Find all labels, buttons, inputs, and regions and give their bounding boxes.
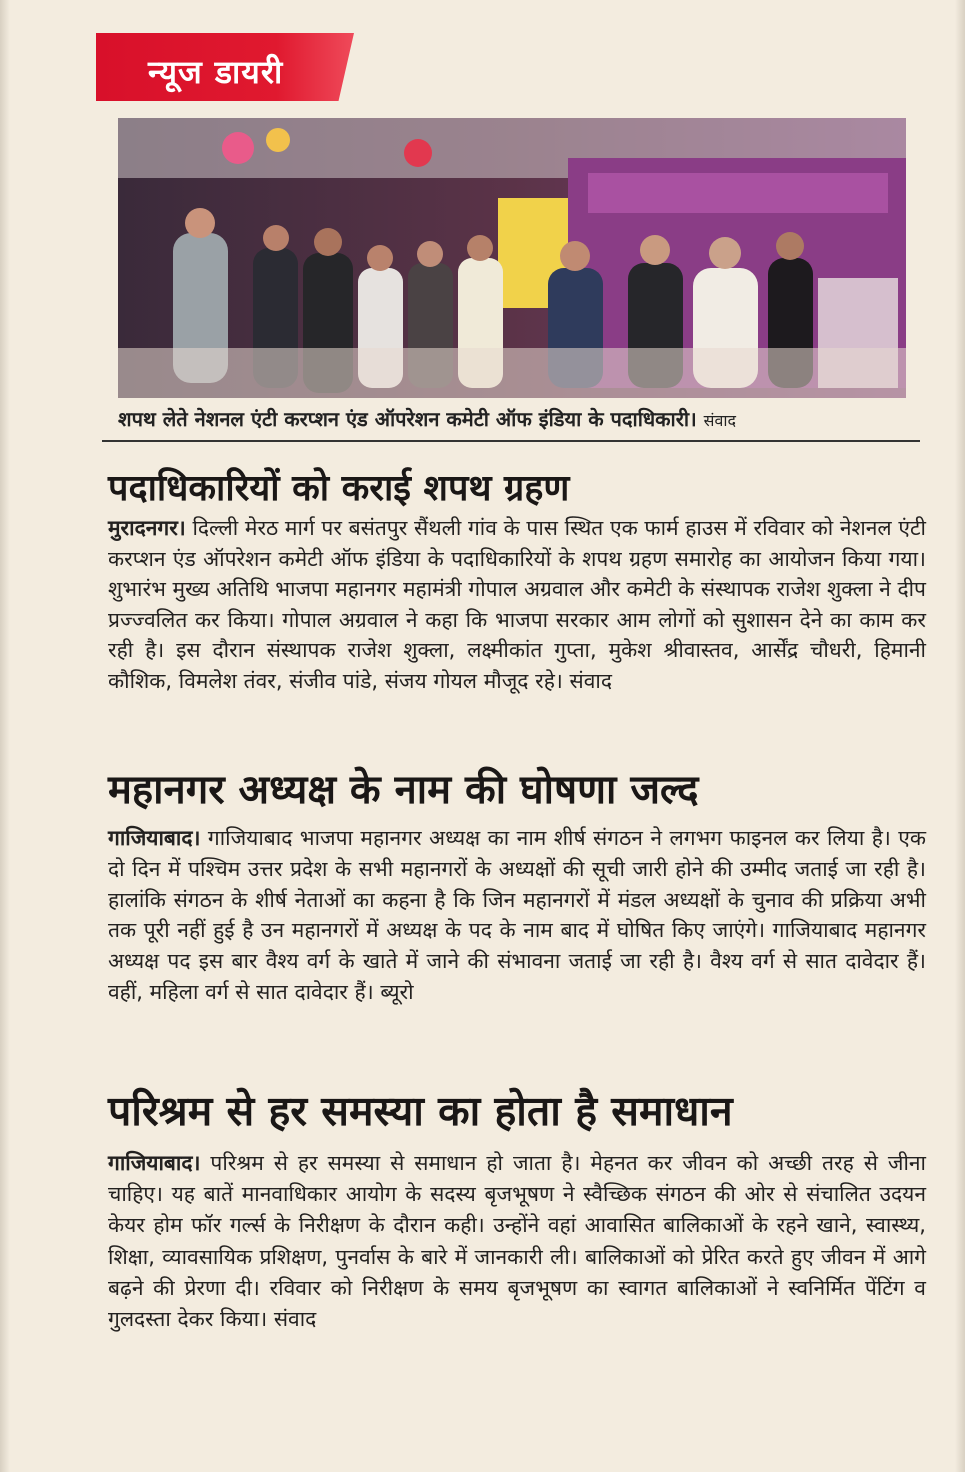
section-label: न्यूज डायरी — [148, 53, 284, 91]
article-text: दिल्ली मेरठ मार्ग पर बसंतपुर सैंथली गांव के पास स्थित एक फार्म हाउस में रविवार को नेशनल एंटी करप्शन एंड ऑपरेशन कमेटी ऑफ इंडिया के पदाधिकारियों के शपथ ग्रहण समारोह का आयोजन किया गया। शुभारंभ मुख्य अतिथि भाजपा महानगर महामंत्री गोपाल अग्रवाल और कमेटी के संस्थापक राजेश शुक्ला ने दीप प्रज्ज्वलित कर किया। गोपाल अग्रवाल ने कहा कि भाजपा सरकार आम लोगों को सुशासन देने का काम कर रही है। इस दौरान संस्थापक राजेश शुक्ला, लक्ष्मीकांत गुप्ता, मुकेश श्रीवास्तव, आर्सेंद्र चौधरी, हिमानी कौशिक, विमलेश तंवर, संजीव पांडे, संजय गोयल मौजूद रहे। संवाद — [108, 516, 926, 693]
article-text: गाजियाबाद भाजपा महानगर अध्यक्ष का नाम शीर्ष संगठन ने लगभग फाइनल कर लिया है। एक दो दिन में पश्चिम उत्तर प्रदेश के सभी महानगरों के अध्यक्षों की सूची जारी होने की उम्मीद जताई जा रही है। हालांकि संगठन के शीर्ष नेताओं का कहना है कि जिन महानगरों में मंडल अध्यक्षों के चुनाव की प्रक्रिया अभी तक पूरी नहीं हुई है उन महानगरों में अध्यक्ष के पद के नाम बाद में घोषित किए जाएंगे। गाजियाबाद महानगर अध्यक्ष पद इस बार वैश्य वर्ग के खाते में जाने की संभावना जताई जा रही है। वैश्य वर्ग से सात दावेदार हैं। वहीं, महिला वर्ग से सात दावेदार हैं। ब्यूरो — [108, 826, 926, 1004]
balloon-decoration — [222, 132, 254, 164]
article-body — [108, 1148, 926, 1335]
article-body — [108, 513, 926, 697]
balloon-decoration — [404, 139, 432, 167]
article-headline: महानगर अध्यक्ष के नाम की घोषणा जल्द — [108, 767, 699, 813]
front-table — [118, 348, 906, 398]
caption-credit: संवाद — [703, 411, 736, 430]
article-text: परिश्रम से हर समस्या से समाधान हो जाता है। मेहनत कर जीवन को अच्छी तरह से जीना चाहिए। यह बातें मानवाधिकार आयोग के सदस्य बृजभूषण ने स्वैच्छिक संगठन की ओर से संचालित उदयन केयर होम फॉर गर्ल्स के निरीक्षण के दौरान कही। उन्होंने वहां आवासित बालिकाओं के रहने खाने, स्वास्थ्य, शिक्षा, व्यावसायिक प्रशिक्षण, पुनर्वास के बारे में जानकारी ली। बालिकाओं को प्रेरित करते हुए जीवन में आगे बढ़ने की प्रेरणा दी। रविवार को निरीक्षण के समय बृजभूषण का स्वागत बालिकाओं ने स्वनिर्मित पेंटिंग व गुलदस्ता देकर किया। संवाद — [108, 1151, 926, 1332]
event-photo-illustration — [118, 118, 906, 398]
event-photo — [118, 118, 906, 398]
article-dateline: गाजियाबाद। — [108, 1151, 201, 1175]
photo-caption — [118, 405, 918, 432]
article-headline: परिश्रम से हर समस्या का होता है समाधान — [108, 1087, 733, 1135]
divider-line — [102, 440, 920, 442]
page-edge-left — [0, 0, 10, 1472]
article-dateline: गाजियाबाद। — [108, 826, 201, 850]
caption-text: शपथ लेते नेशनल एंटी करप्शन एंड ऑपरेशन कमेटी ऑफ इंडिया के पदाधिकारी। — [118, 407, 697, 431]
balloon-decoration — [266, 128, 290, 152]
article-headline: पदाधिकारियों को कराई शपथ ग्रहण — [108, 468, 570, 509]
article-body — [108, 823, 926, 1008]
article-dateline: मुरादनगर। — [108, 516, 186, 540]
page-edge-right — [955, 0, 965, 1472]
